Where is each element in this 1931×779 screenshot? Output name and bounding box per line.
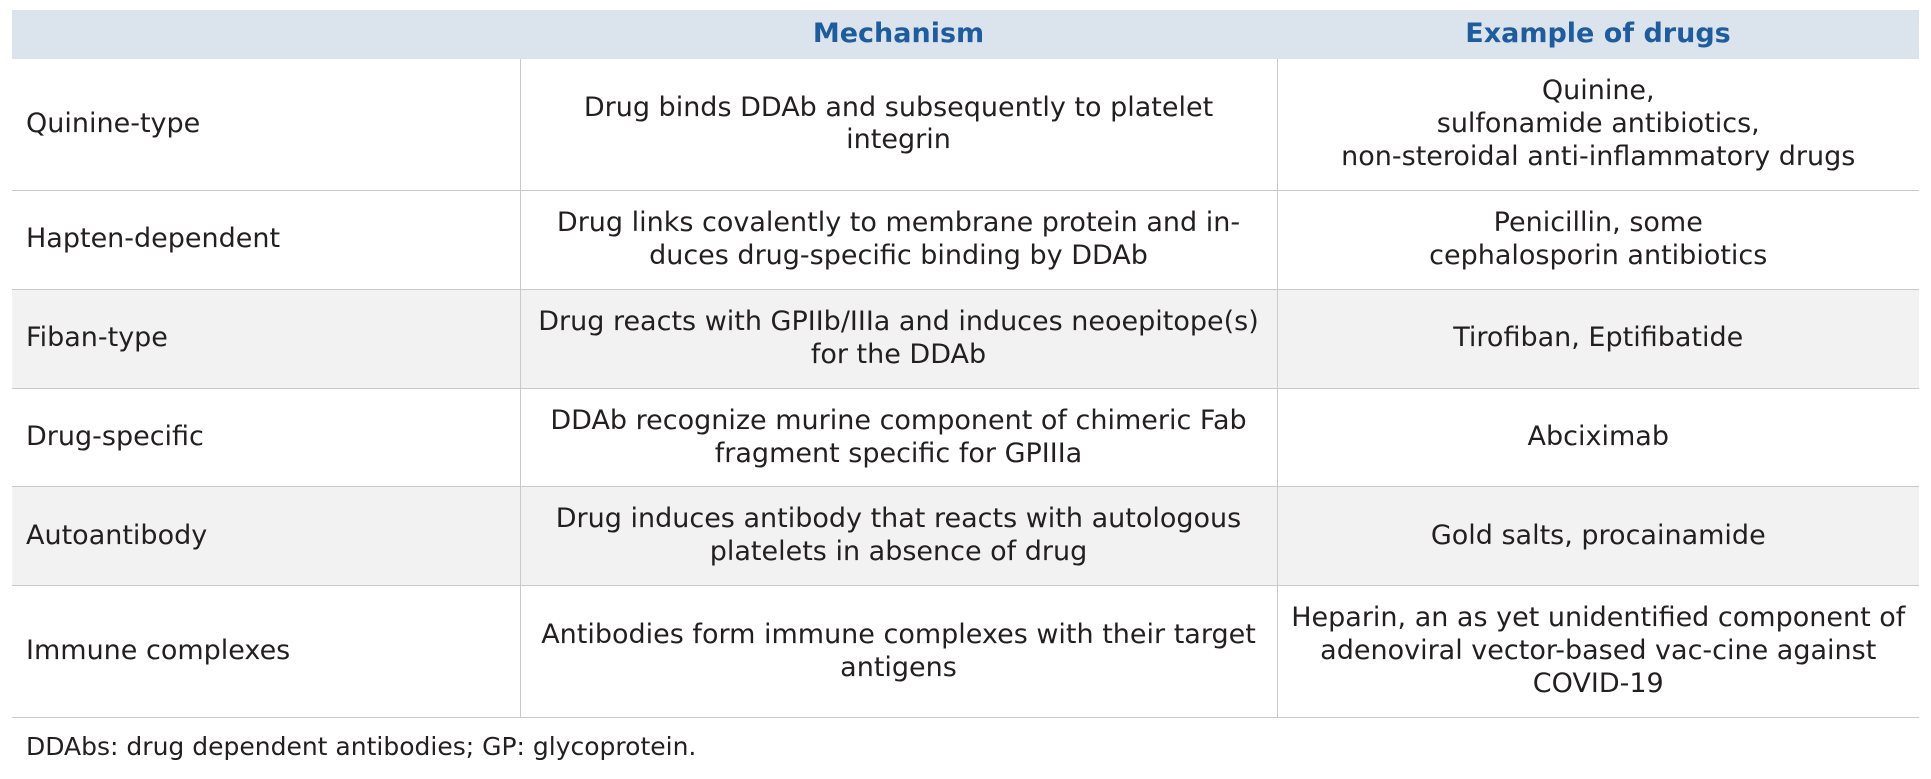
cell-mechanism: Drug binds DDAb and subsequently to platelet integrin <box>520 59 1277 190</box>
table-row <box>12 289 1919 388</box>
table-row <box>12 388 1919 487</box>
table-row <box>12 190 1919 289</box>
cell-mechanism: Antibodies form immune complexes with their target antigens <box>520 586 1277 718</box>
cell-category: Autoantibody <box>12 487 520 586</box>
cell-example: Quinine, sulfonamide antibiotics, non-steroidal anti-inflammatory drugs <box>1277 59 1919 190</box>
table-header-row <box>12 10 1919 59</box>
cell-category: Drug-specific <box>12 388 520 487</box>
cell-mechanism: Drug reacts with GPIIb/IIIa and induces neoepitope(s) for the DDAb <box>520 289 1277 388</box>
cell-mechanism: Drug links covalently to membrane protein and in-duces drug-specific binding by DDAb <box>520 190 1277 289</box>
column-header-example: Example of drugs <box>1277 10 1919 59</box>
column-header-category <box>12 10 520 59</box>
table-row <box>12 487 1919 586</box>
table-row <box>12 59 1919 190</box>
cell-category: Quinine-type <box>12 59 520 190</box>
column-header-mechanism: Mechanism <box>520 10 1277 59</box>
drug-mechanism-table <box>12 10 1919 718</box>
cell-example: Abciximab <box>1277 388 1919 487</box>
cell-category: Hapten-dependent <box>12 190 520 289</box>
cell-category: Immune complexes <box>12 586 520 718</box>
cell-example: Penicillin, some cephalosporin antibiotics <box>1277 190 1919 289</box>
cell-example: Gold salts, procainamide <box>1277 487 1919 586</box>
table-footnote: DDAbs: drug dependent antibodies; GP: glycoprotein. <box>26 732 697 762</box>
table-row <box>12 586 1919 718</box>
cell-mechanism: Drug induces antibody that reacts with autologous platelets in absence of drug <box>520 487 1277 586</box>
cell-example: Tirofiban, Eptifibatide <box>1277 289 1919 388</box>
cell-category: Fiban-type <box>12 289 520 388</box>
cell-example: Heparin, an as yet unidentified component of adenoviral vector-based vac-cine against COVID-19 <box>1277 586 1919 718</box>
cell-mechanism: DDAb recognize murine component of chimeric Fab fragment specific for GPIIIa <box>520 388 1277 487</box>
